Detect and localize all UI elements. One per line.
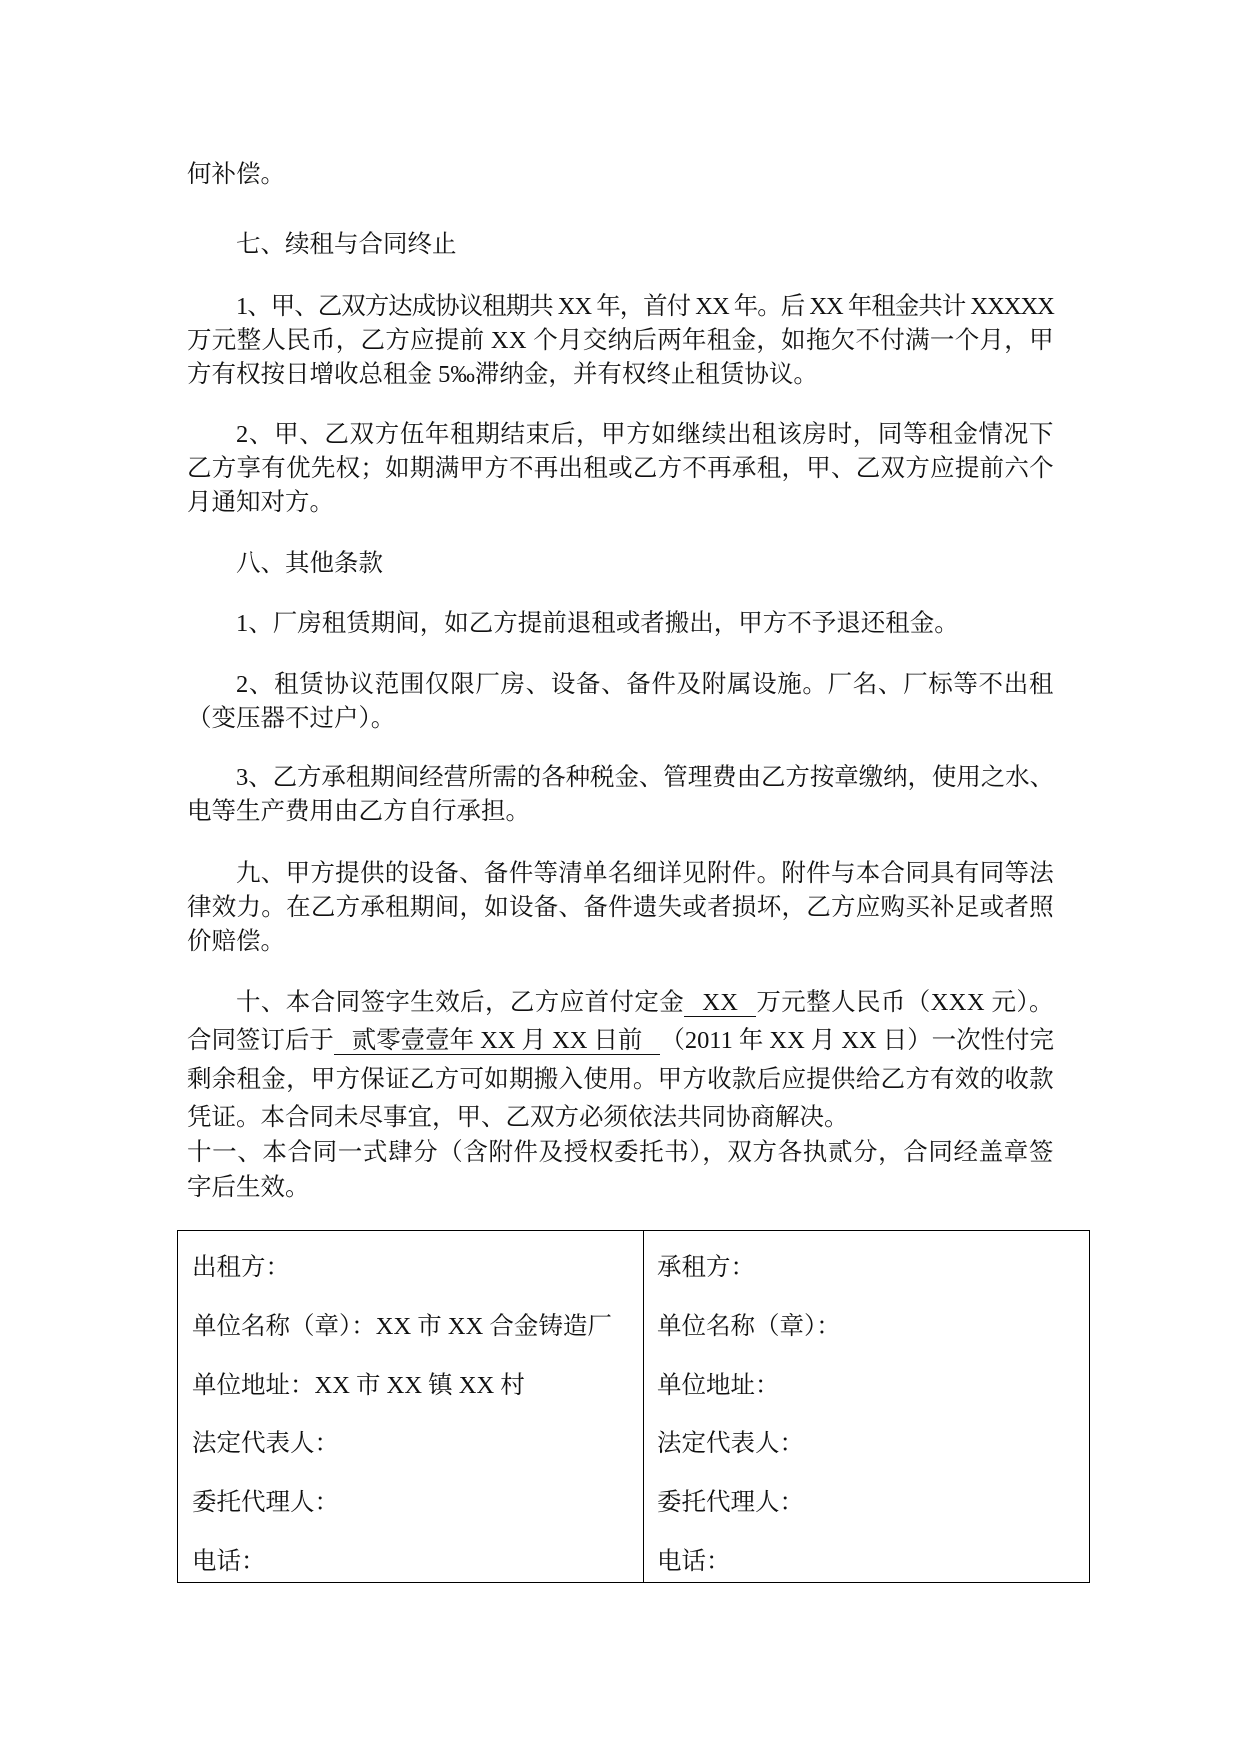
lessor-company-label: 单位名称（章）： xyxy=(192,1312,376,1340)
lessee-address-label: 单位地址： xyxy=(657,1371,780,1399)
section-10-line: 剩余租金，甲方保证乙方可如期搬入使用。甲方收款后应提供给乙方有效的收款 xyxy=(187,1066,1054,1093)
section-10-text: 合同签订后于 xyxy=(187,1027,334,1054)
section-9-line: 九、甲方提供的设备、备件等清单名细详见附件。附件与本合同具有同等法 xyxy=(236,860,1055,887)
clause-7-2-line: 2、甲、乙双方伍年租期结束后，甲方如继续出租该房时，同等租金情况下 xyxy=(236,421,1055,448)
payment-deadline-blank: 贰零壹壹年 XX 月 XX 日前 xyxy=(334,1028,661,1055)
lessee-agent-label: 委托代理人： xyxy=(657,1489,804,1517)
section-10-line xyxy=(236,986,1054,1020)
signature-table xyxy=(177,1230,1090,1583)
clause-8-2-line: 2、租赁协议范围仅限厂房、设备、备件及附属设施。厂名、厂标等不出租 xyxy=(236,671,1055,698)
section-10-text: 万元整人民币（XXX 元）。 xyxy=(756,989,1054,1016)
section-10-line xyxy=(187,1024,1054,1058)
section-10-text: （2011 年 XX 月 XX 日）一次性付完 xyxy=(660,1027,1054,1054)
lessor-party-label: 出租方： xyxy=(192,1254,290,1281)
clause-7-1-line: 1、甲、乙双方达成协议租期共 XX 年，首付 XX 年。后 XX 年租金共计 XXXXX xyxy=(236,293,1054,320)
clause-8-3-line: 3、乙方承租期间经营所需的各种税金、管理费由乙方按章缴纳，使用之水、 xyxy=(236,764,1055,791)
lessor-phone-label: 电话： xyxy=(192,1547,266,1575)
lessor-column xyxy=(178,1231,644,1582)
clause-8-3-line: 电等生产费用由乙方自行承担。 xyxy=(187,798,530,825)
lessor-company-value: XX 市 XX 合金铸造厂 xyxy=(375,1312,612,1340)
lessee-party-label: 承租方： xyxy=(657,1254,755,1281)
lessor-address-label: 单位地址： xyxy=(192,1371,315,1399)
clause-8-2-line: （变压器不过户）。 xyxy=(187,705,396,732)
section-11-line: 字后生效。 xyxy=(187,1174,310,1201)
clause-7-1-line: 方有权按日增收总租金 5‰滞纳金，并有权终止租赁协议。 xyxy=(187,361,818,388)
clause-8-1-line: 1、厂房租赁期间，如乙方提前退租或者搬出，甲方不予退还租金。 xyxy=(236,610,959,637)
section-10-line: 凭证。本合同未尽事宜，甲、乙双方必须依法共同协商解决。 xyxy=(187,1104,849,1131)
carryover-line: 何补偿。 xyxy=(187,161,285,188)
clause-7-2-line: 月通知对方。 xyxy=(187,489,334,516)
lessee-company-label: 单位名称（章）： xyxy=(657,1312,841,1340)
clause-7-2-line: 乙方享有优先权；如期满甲方不再出租或乙方不再承租，甲、乙双方应提前六个 xyxy=(187,455,1054,482)
deposit-amount-blank: XX xyxy=(684,990,756,1017)
section-8-heading: 八、其他条款 xyxy=(236,550,383,577)
lessor-agent-label: 委托代理人： xyxy=(192,1489,339,1517)
lessor-address-value: XX 市 XX 镇 XX 村 xyxy=(314,1371,525,1399)
section-9-line: 价赔偿。 xyxy=(187,928,285,955)
lessor-address-row xyxy=(192,1369,643,1428)
lessee-phone-label: 电话： xyxy=(657,1547,731,1575)
section-7-heading: 七、续租与合同终止 xyxy=(236,231,457,258)
clause-7-1-line: 万元整人民币，乙方应提前 XX 个月交纳后两年租金，如拖欠不付满一个月，甲 xyxy=(187,327,1054,354)
section-11-line: 十一、本合同一式肆分（含附件及授权委托书），双方各执贰分，合同经盖章签 xyxy=(187,1139,1054,1166)
section-10-text: 十、本合同签字生效后，乙方应首付定金 xyxy=(236,989,685,1016)
lessor-legal-rep-label: 法定代表人： xyxy=(192,1430,339,1458)
lessee-legal-rep-label: 法定代表人： xyxy=(657,1430,804,1458)
lessee-column xyxy=(644,1231,1089,1582)
lessor-company-row xyxy=(192,1310,643,1369)
section-9-line: 律效力。在乙方承租期间，如设备、备件遗失或者损坏，乙方应购买补足或者照 xyxy=(187,894,1054,921)
